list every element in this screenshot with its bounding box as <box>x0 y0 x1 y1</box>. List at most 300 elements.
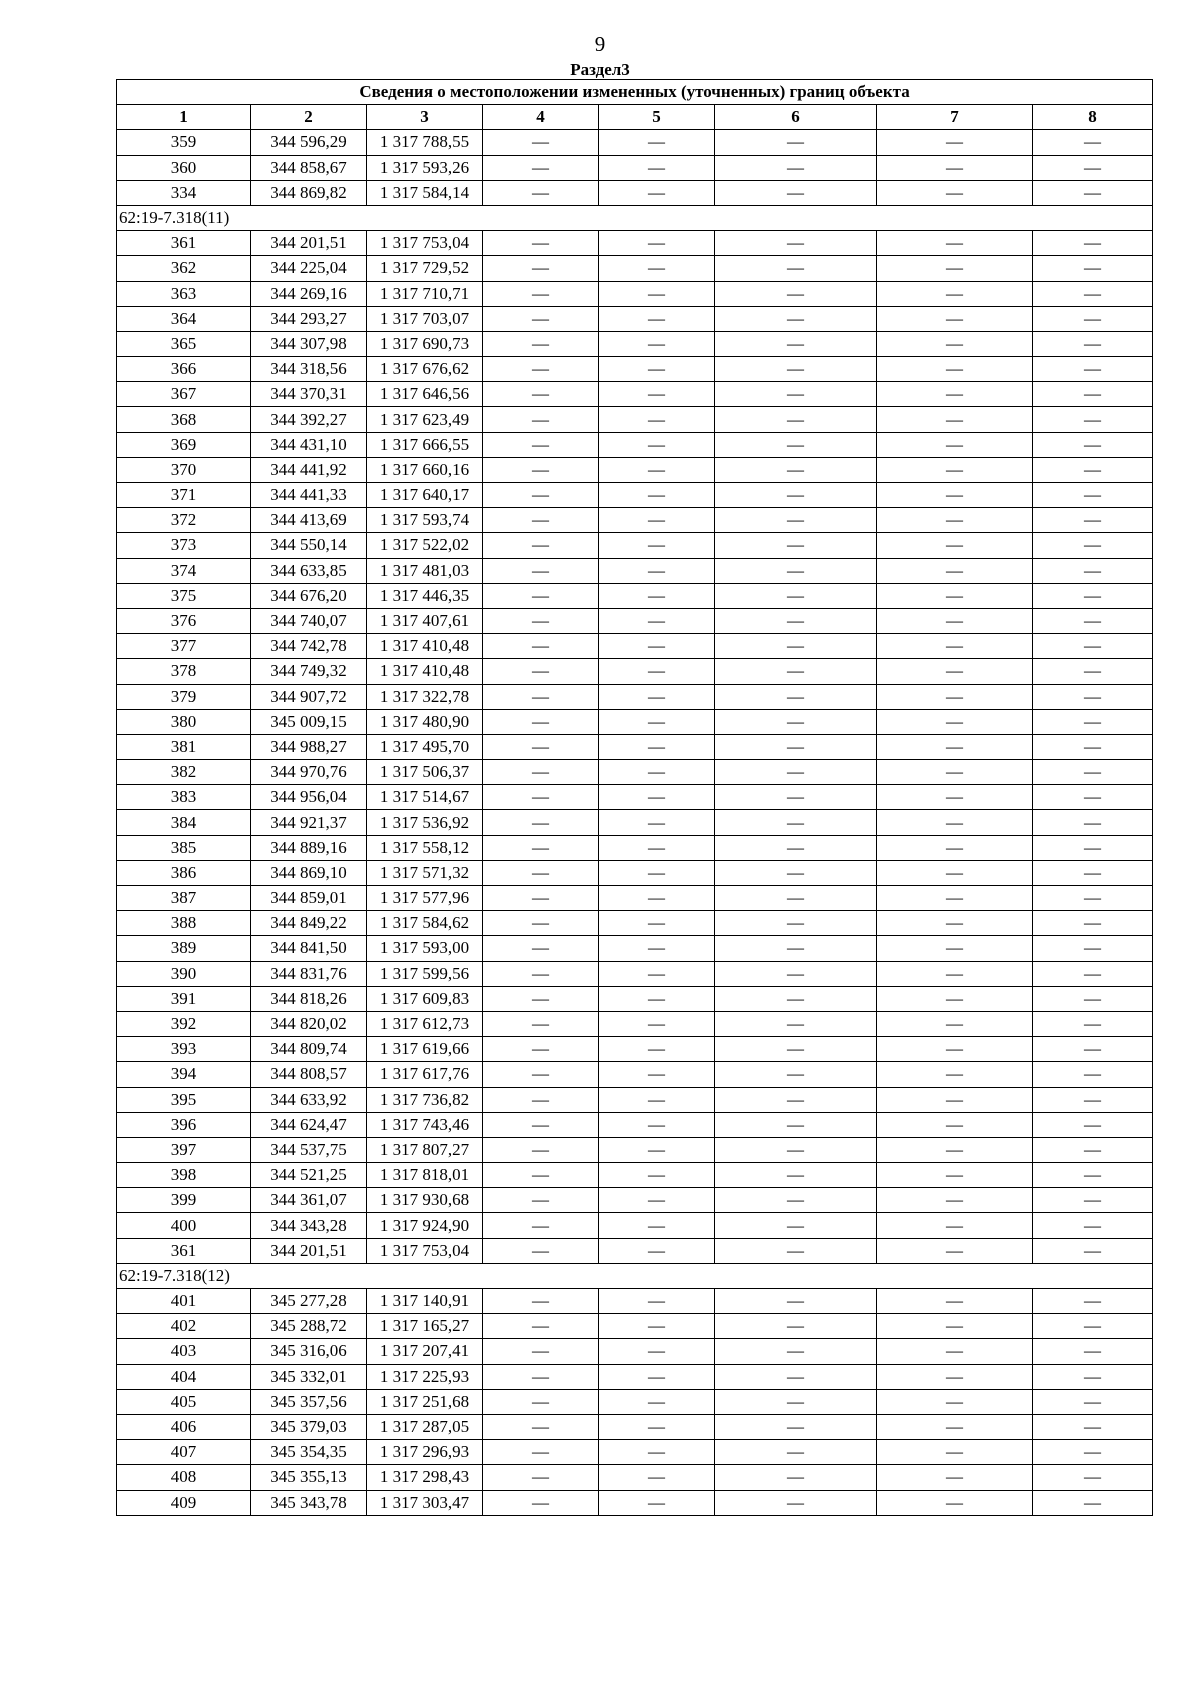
empty-value-dash: — <box>715 483 877 508</box>
empty-value-dash: — <box>1033 1188 1153 1213</box>
empty-value-dash: — <box>877 810 1033 835</box>
empty-value-dash: — <box>715 508 877 533</box>
table-row <box>117 1037 1153 1062</box>
empty-value-dash: — <box>1033 785 1153 810</box>
point-number: 367 <box>117 382 251 407</box>
empty-value-dash: — <box>1033 936 1153 961</box>
coordinate-x: 344 742,78 <box>251 634 367 659</box>
point-number: 390 <box>117 961 251 986</box>
empty-value-dash: — <box>483 357 599 382</box>
empty-value-dash: — <box>877 760 1033 785</box>
empty-value-dash: — <box>877 684 1033 709</box>
page-number: 9 <box>594 32 606 56</box>
empty-value-dash: — <box>599 1011 715 1036</box>
empty-value-dash: — <box>1033 357 1153 382</box>
coordinate-x: 344 809,74 <box>251 1037 367 1062</box>
empty-value-dash: — <box>599 130 715 155</box>
point-number: 365 <box>117 331 251 356</box>
empty-value-dash: — <box>1033 1011 1153 1036</box>
empty-value-dash: — <box>715 533 877 558</box>
coordinate-x: 344 441,92 <box>251 457 367 482</box>
empty-value-dash: — <box>599 1440 715 1465</box>
empty-value-dash: — <box>1033 331 1153 356</box>
table-row <box>117 256 1153 281</box>
empty-value-dash: — <box>1033 911 1153 936</box>
point-number: 384 <box>117 810 251 835</box>
point-number: 393 <box>117 1037 251 1062</box>
table-row <box>117 533 1153 558</box>
empty-value-dash: — <box>715 1188 877 1213</box>
empty-value-dash: — <box>1033 1112 1153 1137</box>
empty-value-dash: — <box>715 155 877 180</box>
empty-value-dash: — <box>877 1440 1033 1465</box>
empty-value-dash: — <box>1033 1213 1153 1238</box>
column-header: 2 <box>251 105 367 130</box>
coordinate-y: 1 317 612,73 <box>367 1011 483 1036</box>
empty-value-dash: — <box>715 1087 877 1112</box>
empty-value-dash: — <box>483 734 599 759</box>
empty-value-dash: — <box>715 810 877 835</box>
coordinate-y: 1 317 666,55 <box>367 432 483 457</box>
empty-value-dash: — <box>715 281 877 306</box>
coordinate-y: 1 317 446,35 <box>367 583 483 608</box>
empty-value-dash: — <box>715 256 877 281</box>
empty-value-dash: — <box>483 382 599 407</box>
empty-value-dash: — <box>1033 961 1153 986</box>
coordinate-x: 344 970,76 <box>251 760 367 785</box>
coordinate-x: 344 858,67 <box>251 155 367 180</box>
coordinate-y: 1 317 577,96 <box>367 886 483 911</box>
table-row <box>117 357 1153 382</box>
coordinate-y: 1 317 207,41 <box>367 1339 483 1364</box>
coordinate-x: 344 318,56 <box>251 357 367 382</box>
empty-value-dash: — <box>715 1011 877 1036</box>
empty-value-dash: — <box>599 634 715 659</box>
point-number: 382 <box>117 760 251 785</box>
empty-value-dash: — <box>715 432 877 457</box>
empty-value-dash: — <box>877 382 1033 407</box>
empty-value-dash: — <box>715 1339 877 1364</box>
column-header: 3 <box>367 105 483 130</box>
empty-value-dash: — <box>715 1289 877 1314</box>
table-row <box>117 382 1153 407</box>
empty-value-dash: — <box>599 1037 715 1062</box>
table-row <box>117 1137 1153 1162</box>
column-header: 6 <box>715 105 877 130</box>
coordinate-y: 1 317 924,90 <box>367 1213 483 1238</box>
empty-value-dash: — <box>1033 558 1153 583</box>
empty-value-dash: — <box>877 1011 1033 1036</box>
point-number: 371 <box>117 483 251 508</box>
empty-value-dash: — <box>599 457 715 482</box>
table-row <box>117 306 1153 331</box>
empty-value-dash: — <box>1033 835 1153 860</box>
empty-value-dash: — <box>599 1339 715 1364</box>
coordinate-x: 344 370,31 <box>251 382 367 407</box>
point-number: 364 <box>117 306 251 331</box>
empty-value-dash: — <box>877 407 1033 432</box>
empty-value-dash: — <box>599 810 715 835</box>
empty-value-dash: — <box>877 1238 1033 1263</box>
empty-value-dash: — <box>483 1188 599 1213</box>
empty-value-dash: — <box>1033 1037 1153 1062</box>
empty-value-dash: — <box>1033 1087 1153 1112</box>
coordinate-y: 1 317 287,05 <box>367 1414 483 1439</box>
empty-value-dash: — <box>1033 734 1153 759</box>
point-number: 377 <box>117 634 251 659</box>
empty-value-dash: — <box>1033 533 1153 558</box>
point-number: 373 <box>117 533 251 558</box>
empty-value-dash: — <box>1033 457 1153 482</box>
coordinate-x: 344 293,27 <box>251 306 367 331</box>
empty-value-dash: — <box>483 1490 599 1515</box>
empty-value-dash: — <box>877 256 1033 281</box>
point-number: 369 <box>117 432 251 457</box>
empty-value-dash: — <box>1033 306 1153 331</box>
empty-value-dash: — <box>599 256 715 281</box>
coordinate-x: 344 633,85 <box>251 558 367 583</box>
coordinate-x: 345 332,01 <box>251 1364 367 1389</box>
empty-value-dash: — <box>715 911 877 936</box>
coordinate-y: 1 317 753,04 <box>367 231 483 256</box>
point-number: 407 <box>117 1440 251 1465</box>
empty-value-dash: — <box>483 659 599 684</box>
empty-value-dash: — <box>599 1465 715 1490</box>
empty-value-dash: — <box>483 331 599 356</box>
empty-value-dash: — <box>483 508 599 533</box>
table-row <box>117 986 1153 1011</box>
coordinate-y: 1 317 753,04 <box>367 1238 483 1263</box>
coordinate-x: 344 849,22 <box>251 911 367 936</box>
empty-value-dash: — <box>715 1112 877 1137</box>
empty-value-dash: — <box>1033 1062 1153 1087</box>
point-number: 383 <box>117 785 251 810</box>
coordinate-y: 1 317 225,93 <box>367 1364 483 1389</box>
empty-value-dash: — <box>599 709 715 734</box>
point-number: 391 <box>117 986 251 1011</box>
coordinate-x: 344 907,72 <box>251 684 367 709</box>
point-number: 362 <box>117 256 251 281</box>
empty-value-dash: — <box>877 155 1033 180</box>
point-number: 366 <box>117 357 251 382</box>
empty-value-dash: — <box>483 1339 599 1364</box>
empty-value-dash: — <box>599 936 715 961</box>
empty-value-dash: — <box>483 180 599 205</box>
table-row <box>117 231 1153 256</box>
empty-value-dash: — <box>483 1137 599 1162</box>
coordinate-y: 1 317 410,48 <box>367 659 483 684</box>
table-row <box>117 1087 1153 1112</box>
empty-value-dash: — <box>1033 760 1153 785</box>
empty-value-dash: — <box>715 1490 877 1515</box>
empty-value-dash: — <box>483 483 599 508</box>
empty-value-dash: — <box>1033 432 1153 457</box>
coordinate-y: 1 317 609,83 <box>367 986 483 1011</box>
coordinate-y: 1 317 593,26 <box>367 155 483 180</box>
empty-value-dash: — <box>599 608 715 633</box>
empty-value-dash: — <box>483 785 599 810</box>
empty-value-dash: — <box>877 835 1033 860</box>
empty-value-dash: — <box>715 331 877 356</box>
table-row <box>117 709 1153 734</box>
coordinate-y: 1 317 322,78 <box>367 684 483 709</box>
empty-value-dash: — <box>877 281 1033 306</box>
coordinate-y: 1 317 619,66 <box>367 1037 483 1062</box>
table-row <box>117 281 1153 306</box>
coordinate-y: 1 317 298,43 <box>367 1465 483 1490</box>
column-header: 4 <box>483 105 599 130</box>
empty-value-dash: — <box>483 1213 599 1238</box>
empty-value-dash: — <box>483 886 599 911</box>
point-number: 399 <box>117 1188 251 1213</box>
column-header: 5 <box>599 105 715 130</box>
table-row <box>117 1112 1153 1137</box>
table-row <box>117 1490 1153 1515</box>
empty-value-dash: — <box>599 407 715 432</box>
column-header-row <box>117 105 1153 130</box>
empty-value-dash: — <box>715 1213 877 1238</box>
empty-value-dash: — <box>599 1364 715 1389</box>
empty-value-dash: — <box>715 180 877 205</box>
coordinate-x: 345 343,78 <box>251 1490 367 1515</box>
empty-value-dash: — <box>483 684 599 709</box>
empty-value-dash: — <box>715 357 877 382</box>
empty-value-dash: — <box>715 1314 877 1339</box>
empty-value-dash: — <box>715 1037 877 1062</box>
empty-value-dash: — <box>1033 1314 1153 1339</box>
empty-value-dash: — <box>715 558 877 583</box>
empty-value-dash: — <box>715 634 877 659</box>
table-row <box>117 130 1153 155</box>
empty-value-dash: — <box>483 1465 599 1490</box>
point-number: 400 <box>117 1213 251 1238</box>
empty-value-dash: — <box>877 634 1033 659</box>
empty-value-dash: — <box>1033 1389 1153 1414</box>
empty-value-dash: — <box>715 684 877 709</box>
empty-value-dash: — <box>877 1389 1033 1414</box>
empty-value-dash: — <box>599 1112 715 1137</box>
empty-value-dash: — <box>1033 407 1153 432</box>
empty-value-dash: — <box>715 760 877 785</box>
empty-value-dash: — <box>599 583 715 608</box>
empty-value-dash: — <box>1033 1440 1153 1465</box>
coordinate-y: 1 317 617,76 <box>367 1062 483 1087</box>
empty-value-dash: — <box>599 180 715 205</box>
empty-value-dash: — <box>599 911 715 936</box>
coordinate-x: 344 633,92 <box>251 1087 367 1112</box>
empty-value-dash: — <box>715 407 877 432</box>
cadastral-number: 62:19-7.318(11) <box>117 205 1153 230</box>
empty-value-dash: — <box>483 256 599 281</box>
coordinate-x: 344 307,98 <box>251 331 367 356</box>
coordinate-y: 1 317 140,91 <box>367 1289 483 1314</box>
empty-value-dash: — <box>483 709 599 734</box>
point-number: 387 <box>117 886 251 911</box>
empty-value-dash: — <box>599 1289 715 1314</box>
empty-value-dash: — <box>1033 684 1153 709</box>
coordinate-x: 344 550,14 <box>251 533 367 558</box>
empty-value-dash: — <box>715 608 877 633</box>
empty-value-dash: — <box>599 986 715 1011</box>
table-row <box>117 1238 1153 1263</box>
empty-value-dash: — <box>1033 860 1153 885</box>
point-number: 379 <box>117 684 251 709</box>
coordinate-y: 1 317 930,68 <box>367 1188 483 1213</box>
coordinate-y: 1 317 703,07 <box>367 306 483 331</box>
coordinate-x: 344 869,82 <box>251 180 367 205</box>
empty-value-dash: — <box>599 1213 715 1238</box>
point-number: 389 <box>117 936 251 961</box>
coordinate-x: 344 441,33 <box>251 483 367 508</box>
coordinate-y: 1 317 558,12 <box>367 835 483 860</box>
empty-value-dash: — <box>599 382 715 407</box>
empty-value-dash: — <box>599 331 715 356</box>
empty-value-dash: — <box>483 1238 599 1263</box>
empty-value-dash: — <box>877 231 1033 256</box>
empty-value-dash: — <box>877 1188 1033 1213</box>
empty-value-dash: — <box>483 835 599 860</box>
empty-value-dash: — <box>1033 1414 1153 1439</box>
point-number: 380 <box>117 709 251 734</box>
column-header: 7 <box>877 105 1033 130</box>
empty-value-dash: — <box>599 760 715 785</box>
empty-value-dash: — <box>715 709 877 734</box>
empty-value-dash: — <box>483 1364 599 1389</box>
empty-value-dash: — <box>483 281 599 306</box>
coordinate-x: 344 361,07 <box>251 1188 367 1213</box>
empty-value-dash: — <box>599 155 715 180</box>
coordinate-y: 1 317 410,48 <box>367 634 483 659</box>
point-number: 396 <box>117 1112 251 1137</box>
coordinate-x: 344 676,20 <box>251 583 367 608</box>
empty-value-dash: — <box>715 936 877 961</box>
cadastral-number: 62:19-7.318(12) <box>117 1263 1153 1288</box>
coordinate-y: 1 317 495,70 <box>367 734 483 759</box>
empty-value-dash: — <box>483 1112 599 1137</box>
coordinate-y: 1 317 743,46 <box>367 1112 483 1137</box>
table-row <box>117 1389 1153 1414</box>
empty-value-dash: — <box>599 835 715 860</box>
coordinate-x: 344 889,16 <box>251 835 367 860</box>
coordinate-y: 1 317 536,92 <box>367 810 483 835</box>
empty-value-dash: — <box>599 1062 715 1087</box>
empty-value-dash: — <box>599 1087 715 1112</box>
empty-value-dash: — <box>483 1414 599 1439</box>
point-number: 374 <box>117 558 251 583</box>
empty-value-dash: — <box>715 382 877 407</box>
coordinate-x: 344 201,51 <box>251 231 367 256</box>
empty-value-dash: — <box>483 1011 599 1036</box>
table-row <box>117 457 1153 482</box>
table-row <box>117 835 1153 860</box>
empty-value-dash: — <box>877 457 1033 482</box>
table-row <box>117 1213 1153 1238</box>
empty-value-dash: — <box>599 1188 715 1213</box>
empty-value-dash: — <box>599 483 715 508</box>
empty-value-dash: — <box>1033 608 1153 633</box>
coordinate-y: 1 317 593,74 <box>367 508 483 533</box>
table-row <box>117 634 1153 659</box>
point-number: 372 <box>117 508 251 533</box>
empty-value-dash: — <box>599 558 715 583</box>
point-number: 398 <box>117 1163 251 1188</box>
empty-value-dash: — <box>483 1289 599 1314</box>
empty-value-dash: — <box>877 583 1033 608</box>
table-row <box>117 508 1153 533</box>
empty-value-dash: — <box>877 1087 1033 1112</box>
empty-value-dash: — <box>877 986 1033 1011</box>
empty-value-dash: — <box>877 508 1033 533</box>
empty-value-dash: — <box>599 684 715 709</box>
empty-value-dash: — <box>877 1037 1033 1062</box>
empty-value-dash: — <box>1033 1465 1153 1490</box>
point-number: 397 <box>117 1137 251 1162</box>
empty-value-dash: — <box>715 583 877 608</box>
empty-value-dash: — <box>877 1062 1033 1087</box>
coordinate-x: 344 841,50 <box>251 936 367 961</box>
empty-value-dash: — <box>877 911 1033 936</box>
table-row <box>117 1465 1153 1490</box>
empty-value-dash: — <box>599 1389 715 1414</box>
empty-value-dash: — <box>1033 659 1153 684</box>
table-row <box>117 760 1153 785</box>
empty-value-dash: — <box>715 986 877 1011</box>
point-number: 361 <box>117 231 251 256</box>
empty-value-dash: — <box>877 961 1033 986</box>
empty-value-dash: — <box>877 1465 1033 1490</box>
empty-value-dash: — <box>483 130 599 155</box>
empty-value-dash: — <box>599 508 715 533</box>
empty-value-dash: — <box>877 533 1033 558</box>
empty-value-dash: — <box>599 659 715 684</box>
coordinate-x: 344 988,27 <box>251 734 367 759</box>
table-row <box>117 483 1153 508</box>
empty-value-dash: — <box>599 785 715 810</box>
empty-value-dash: — <box>483 1037 599 1062</box>
point-number: 360 <box>117 155 251 180</box>
point-number: 395 <box>117 1087 251 1112</box>
table-row <box>117 734 1153 759</box>
empty-value-dash: — <box>1033 1137 1153 1162</box>
coordinate-y: 1 317 584,62 <box>367 911 483 936</box>
point-number: 359 <box>117 130 251 155</box>
coordinate-x: 344 225,04 <box>251 256 367 281</box>
table-body <box>117 130 1153 1515</box>
coordinate-x: 345 009,15 <box>251 709 367 734</box>
empty-value-dash: — <box>877 331 1033 356</box>
boundary-coordinates-table <box>116 79 1153 1516</box>
empty-value-dash: — <box>1033 508 1153 533</box>
coordinate-y: 1 317 407,61 <box>367 608 483 633</box>
point-number: 385 <box>117 835 251 860</box>
empty-value-dash: — <box>877 1289 1033 1314</box>
coordinate-y: 1 317 736,82 <box>367 1087 483 1112</box>
coordinate-x: 344 269,16 <box>251 281 367 306</box>
point-number: 375 <box>117 583 251 608</box>
table-row <box>117 785 1153 810</box>
empty-value-dash: — <box>715 1414 877 1439</box>
point-number: 403 <box>117 1339 251 1364</box>
empty-value-dash: — <box>1033 810 1153 835</box>
point-number: 370 <box>117 457 251 482</box>
coordinate-y: 1 317 788,55 <box>367 130 483 155</box>
coordinate-x: 344 808,57 <box>251 1062 367 1087</box>
empty-value-dash: — <box>1033 155 1153 180</box>
empty-value-dash: — <box>877 306 1033 331</box>
coordinate-x: 344 624,47 <box>251 1112 367 1137</box>
table-row <box>117 810 1153 835</box>
empty-value-dash: — <box>877 483 1033 508</box>
